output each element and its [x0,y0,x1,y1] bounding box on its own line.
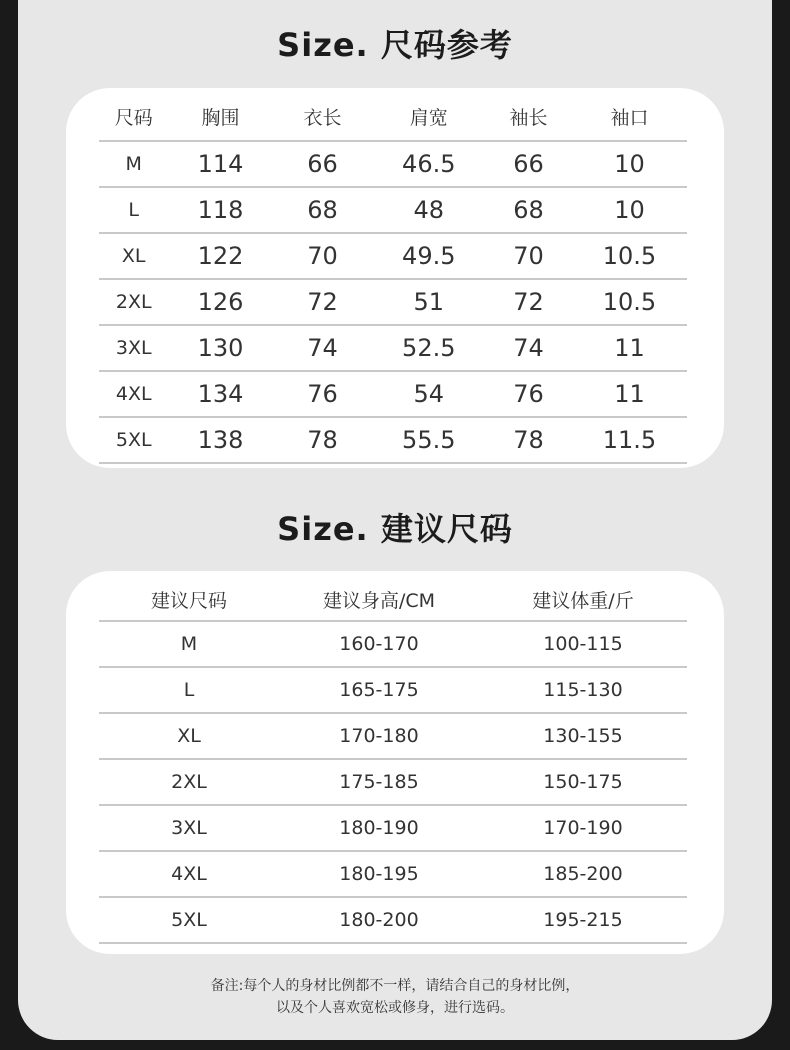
value-cell: 100-115 [543,633,623,655]
value-cell: 78 [307,426,338,454]
table-row [99,417,687,463]
value-cell: 49.5 [402,242,456,270]
size-cell: 4XL [115,383,152,405]
table-row [99,279,687,325]
value-cell: 48 [413,196,445,224]
table-row [99,325,687,371]
size-cell: L [183,679,195,701]
value-cell: 76 [513,380,544,408]
size-cell: 5XL [115,429,152,451]
column-header: 建议身高/CM [322,590,436,612]
size-cell: M [180,633,198,655]
value-cell: 70 [307,242,338,270]
value-cell: 11 [614,334,645,362]
value-cell: 175-185 [339,771,419,793]
value-cell: 52.5 [402,334,456,362]
value-cell: 134 [197,380,244,408]
table-row [99,141,687,187]
table-row [99,233,687,279]
table-row [99,667,687,713]
value-cell: 170-190 [543,817,623,839]
size-cell: 3XL [115,337,152,359]
note-line: 以及个人喜欢宽松或修身，进行选码。 [276,1000,514,1016]
value-cell: 66 [307,150,338,178]
column-header: 衣长 [303,106,342,129]
column-header: 建议尺码 [150,590,227,612]
recommend-chart-table [99,579,687,944]
size-cell: XL [121,245,146,267]
table-row [99,897,687,943]
value-cell: 115-130 [543,679,623,701]
column-header: 胸围 [201,106,240,129]
value-cell: 55.5 [402,426,456,454]
table-row [99,805,687,851]
value-cell: 130-155 [543,725,623,747]
table-row [99,851,687,897]
table-row [99,621,687,667]
value-cell: 74 [513,334,544,362]
table-row [99,371,687,417]
value-cell: 130 [197,334,244,362]
value-cell: 74 [307,334,338,362]
value-cell: 160-170 [339,633,419,655]
value-cell: 138 [197,426,244,454]
size-cell: XL [177,725,201,747]
column-header: 袖口 [610,106,649,129]
value-cell: 10 [614,150,645,178]
value-cell: 118 [197,196,244,224]
value-cell: 180-200 [339,909,419,931]
value-cell: 68 [513,196,544,224]
value-cell: 126 [197,288,244,316]
value-cell: 66 [513,150,544,178]
table-row [99,187,687,233]
table-header-row [99,92,687,141]
size-cell: 2XL [115,291,152,313]
value-cell: 76 [307,380,338,408]
value-cell: 195-215 [543,909,623,931]
table-row [99,713,687,759]
value-cell: 150-175 [543,771,623,793]
size-cell: M [125,153,142,175]
value-cell: 11.5 [602,426,657,454]
value-cell: 165-175 [339,679,419,701]
value-cell: 10.5 [602,242,657,270]
table-row [99,759,687,805]
size-cell: 5XL [171,909,207,931]
recommend-chart-card [66,571,724,954]
value-cell: 78 [513,426,544,454]
column-header: 肩宽 [409,106,448,129]
size-chart-title: Size. 尺码参考 [277,26,513,64]
value-cell: 54 [413,380,445,408]
value-cell: 46.5 [402,150,456,178]
sizing-note [0,975,790,1019]
value-cell: 185-200 [543,863,623,885]
value-cell: 72 [513,288,544,316]
note-line: 备注:每个人的身材比例都不一样，请结合自己的身材比例， [210,978,580,994]
value-cell: 11 [614,380,645,408]
value-cell: 180-195 [339,863,419,885]
size-cell: 4XL [171,863,207,885]
value-cell: 68 [307,196,338,224]
column-header: 建议体重/斤 [532,590,634,612]
column-header: 袖长 [509,106,548,129]
value-cell: 170-180 [339,725,419,747]
value-cell: 180-190 [339,817,419,839]
value-cell: 72 [307,288,338,316]
recommend-chart-title: Size. 建议尺码 [277,510,513,548]
value-cell: 10 [614,196,645,224]
value-cell: 114 [197,150,244,178]
value-cell: 70 [513,242,544,270]
value-cell: 122 [197,242,244,270]
size-cell: L [128,199,139,221]
size-chart-card [66,88,724,468]
value-cell: 51 [413,288,445,316]
value-cell: 10.5 [602,288,657,316]
table-header-row [99,579,687,621]
size-cell: 2XL [171,771,207,793]
column-header: 尺码 [114,106,153,129]
size-cell: 3XL [171,817,207,839]
size-chart-table [99,92,687,464]
